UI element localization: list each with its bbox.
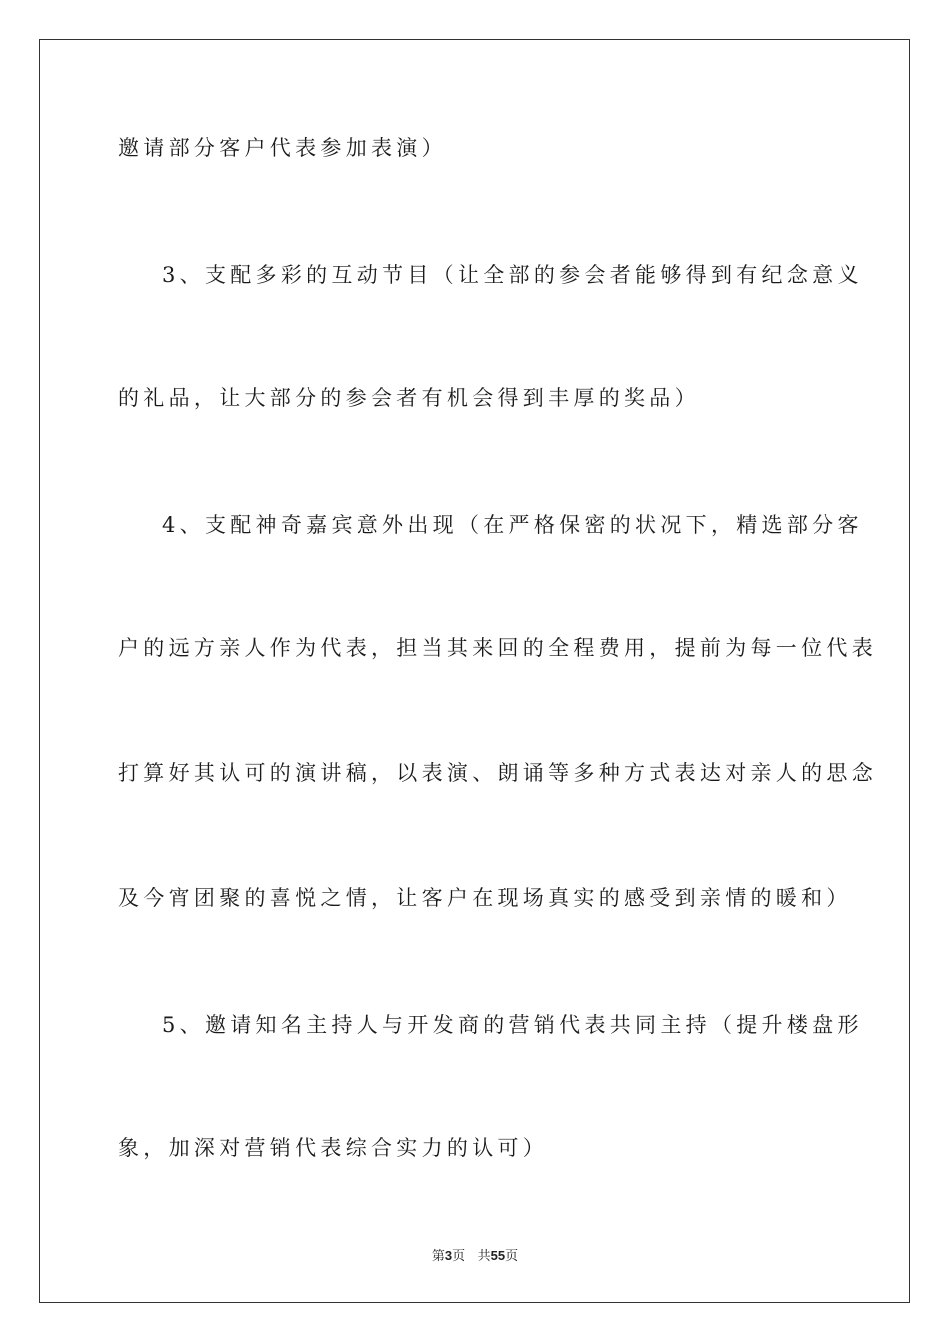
total-prefix: 共 <box>477 1249 491 1264</box>
page-suffix: 页 <box>452 1249 466 1264</box>
page-footer <box>0 1246 950 1267</box>
paragraph-line: 打算好其认可的演讲稿，以表演、朗诵等多种方式表达对亲人的思念 <box>118 761 877 785</box>
paragraph-line: 5、邀请知名主持人与开发商的营销代表共同主持（提升楼盘形 <box>162 1013 863 1037</box>
paragraph-line: 的礼品，让大部分的参会者有机会得到丰厚的奖品） <box>118 386 700 410</box>
paragraph-line: 3、支配多彩的互动节目（让全部的参会者能够得到有纪念意义 <box>162 263 863 287</box>
page-number: 3 <box>444 1248 453 1263</box>
paragraph-line: 户的远方亲人作为代表，担当其来回的全程费用，提前为每一位代表 <box>118 636 877 660</box>
paragraph-line: 4、支配神奇嘉宾意外出现（在严格保密的状况下，精选部分客 <box>162 513 863 537</box>
paragraph-line: 及今宵团聚的喜悦之情，让客户在现场真实的感受到亲情的暖和） <box>118 886 852 910</box>
page-border <box>39 39 910 1303</box>
paragraph-line: 象，加深对营销代表综合实力的认可） <box>118 1136 549 1160</box>
page-prefix: 第 <box>431 1249 445 1264</box>
paragraph-line: 邀请部分客户代表参加表演） <box>118 136 447 160</box>
total-suffix: 页 <box>505 1249 519 1264</box>
total-pages: 55 <box>490 1248 506 1263</box>
